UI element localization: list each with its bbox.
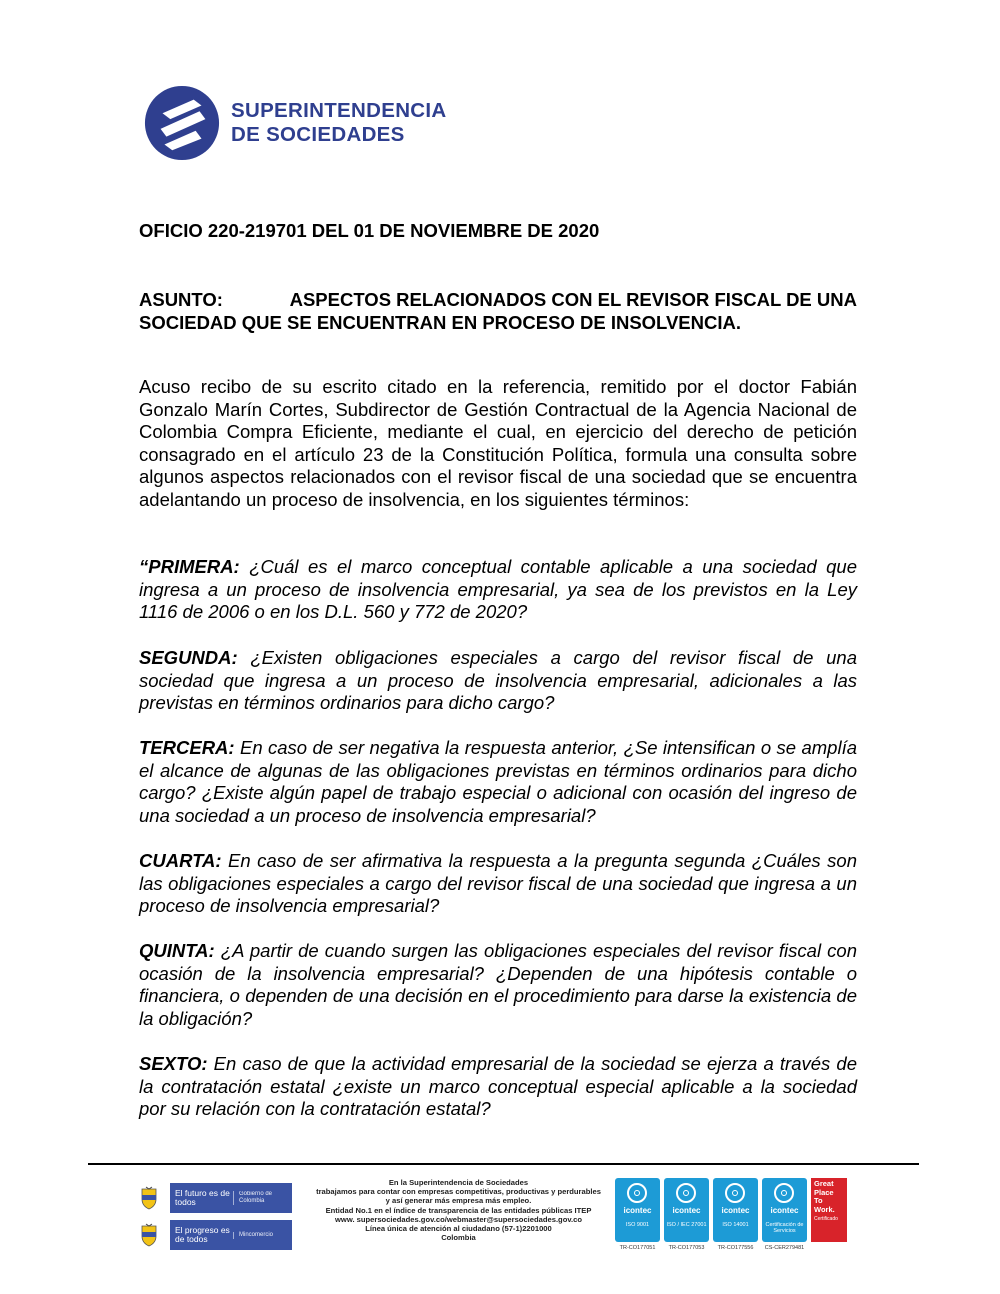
footer-line: Colombia <box>441 1233 476 1243</box>
gptw-title: Great Place To Work. <box>814 1179 835 1214</box>
question-text: En caso de ser afirmativa la respuesta a la pregunta segunda ¿Cuáles son las obligaciones especiales a cargo del revisor fiscal de una sociedad que ingresa a un proceso de insolvencia empresarial? <box>139 850 857 917</box>
intro-paragraph: Acuso recibo de su escrito citado en la referencia, remitido por el doctor Fabián Gonzalo Marín Cortes, Subdirector de Gestión Contractual de la Agencia Nacional de Colombia Compra Eficiente, mediante el cual, en ejercicio del derecho de petición consagrado en el artículo 23 de la Constitución Política, formula una consulta sobre algunos aspectos relacionados con el revisor fiscal de una sociedad que se encuentra adelantando un proceso de insolvencia, en los siguientes términos: <box>139 376 857 510</box>
superintendencia-emblem-icon <box>143 84 221 162</box>
footer-line: trabajamos para contar con empresas competitivas, productivas y perdurables <box>316 1187 601 1197</box>
footer-line: Línea única de atención al ciudadano (57-1)2201000 <box>365 1224 552 1234</box>
colombia-shield-icon <box>140 1223 158 1247</box>
question-label: QUINTA: <box>139 940 215 961</box>
icontec-badge <box>615 1178 660 1242</box>
cert-name: icontec <box>672 1206 701 1215</box>
icontec-badge <box>713 1178 758 1242</box>
question-text: En caso de que la actividad empresarial de la sociedad se ejerza a través de la contratación estatal ¿existe un marco conceptual especial aplicable a la sociedad por su relación con la contratación estatal? <box>139 1053 857 1120</box>
question-label: CUARTA: <box>139 850 222 871</box>
footer-line: www. supersociedades.gov.co/webmaster@supersociedades.gov.co <box>335 1214 582 1224</box>
icontec-icon <box>627 1183 647 1203</box>
cert-name: icontec <box>721 1206 750 1215</box>
gov-badge-slogan: El progreso es de todos <box>175 1225 230 1244</box>
colombia-shield-icon <box>140 1186 158 1210</box>
cert-name: icontec <box>770 1206 799 1215</box>
question-label: TERCERA: <box>139 737 235 758</box>
question-paragraph <box>139 1053 857 1121</box>
cert-name: icontec <box>623 1206 652 1215</box>
great-place-to-work-badge <box>811 1178 847 1242</box>
question-text: En caso de ser negativa la respuesta anterior, ¿Se intensifican o se amplía el alcance de algunas de las obligaciones previstas en términos ordinarios para dicho cargo? ¿Existe algún papel de trabajo especial o adicional con ocasión del ingreso de una sociedad a un proceso de insolvencia empresarial? <box>139 737 857 826</box>
superintendencia-logo <box>143 84 473 164</box>
question-paragraph <box>139 737 857 827</box>
icontec-badge <box>762 1178 807 1242</box>
icontec-icon <box>725 1183 745 1203</box>
footer-line: En la Superintendencia de Sociedades <box>388 1178 529 1187</box>
question-paragraph <box>139 647 857 715</box>
gov-badge-entity: Mincomercio <box>233 1232 292 1239</box>
gptw-subtitle: Certificado <box>814 1216 838 1222</box>
asunto-line-2: SOCIEDAD QUE SE ENCUENTRAN EN PROCESO DE INSOLVENCIA. <box>139 312 742 333</box>
cert-code: TR-CO177556 <box>717 1245 754 1251</box>
icontec-badge <box>664 1178 709 1242</box>
logo-line-2: DE SOCIEDADES <box>231 123 405 146</box>
question-text: ¿A partir de cuando surgen las obligaciones especiales del revisor fiscal con ocasión de la insolvencia empresarial? ¿Dependen de una hipótesis contable o financiera, o dependen de una decisión en el procedimiento para darse la existencia de la obligación? <box>139 940 857 1029</box>
question-paragraph <box>139 556 857 624</box>
gov-badge-progreso <box>140 1220 292 1250</box>
cert-standard: ISO / IEC 27001 <box>666 1222 707 1228</box>
question-label: SEXTO: <box>139 1053 208 1074</box>
question-label: SEGUNDA: <box>139 647 238 668</box>
gov-badge-entity: Gobierno de Colombia <box>233 1191 292 1205</box>
footer-line: Entidad No.1 en el índice de transparencia de las entidades públicas ITEP <box>325 1205 592 1215</box>
cert-code: TR-CO177053 <box>668 1245 705 1251</box>
gov-badge-futuro <box>140 1183 292 1213</box>
asunto-label: ASUNTO: <box>139 289 223 310</box>
question-text: ¿Existen obligaciones especiales a cargo del revisor fiscal de una sociedad que ingresa a un proceso de insolvencia empresarial, adicionales a las previstas en términos ordinarios para dicho cargo? <box>139 647 857 714</box>
footer-line: y así generar más empresa más empleo. <box>385 1196 532 1206</box>
icontec-icon <box>774 1183 794 1203</box>
asunto-block <box>139 288 857 334</box>
cert-standard: ISO 14001 <box>722 1222 749 1228</box>
question-paragraph <box>139 940 857 1030</box>
question-label: “PRIMERA: <box>139 556 240 577</box>
cert-standard: ISO 9001 <box>625 1222 650 1228</box>
footer-divider <box>88 1163 919 1165</box>
gov-badge-slogan: El futuro es de todos <box>175 1188 230 1207</box>
cert-code: CS-CER279481 <box>764 1245 805 1251</box>
icontec-icon <box>676 1183 696 1203</box>
certification-badges <box>615 1178 847 1242</box>
cert-code: TR-CO177051 <box>619 1245 656 1251</box>
logo-line-1: SUPERINTENDENCIA <box>231 99 447 122</box>
document-title: OFICIO 220-219701 DEL 01 DE NOVIEMBRE DE 2020 <box>139 220 600 241</box>
question-text: ¿Cuál es el marco conceptual contable aplicable a una sociedad que ingresa a un proceso de insolvencia empresarial, ya sea de los previstos en la Ley 1116 de 2006 o en los D.L. 560 y 772 de 2020? <box>139 556 857 623</box>
asunto-line-1: ASPECTOS RELACIONADOS CON EL REVISOR FISCAL DE UNA <box>289 289 857 310</box>
question-paragraph <box>139 850 857 918</box>
certification-codes <box>615 1245 807 1251</box>
cert-standard: Certificación de Servicios <box>765 1222 804 1234</box>
footer-contact-info <box>306 1178 611 1242</box>
